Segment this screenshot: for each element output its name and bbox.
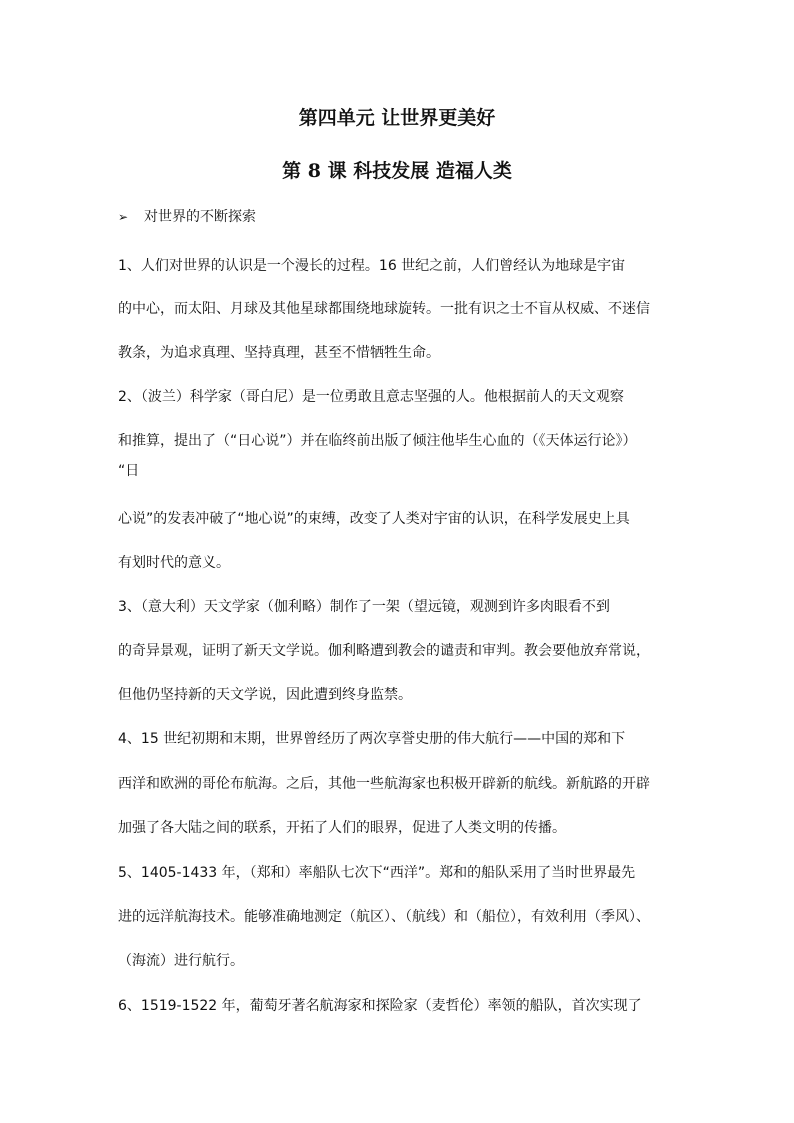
lesson-title: 第 8 课 科技发展 造福人类	[282, 160, 512, 182]
paragraph-line: 教条，为追求真理、坚持真理，甚至不惜牺牲生命。	[118, 345, 440, 361]
paragraph-line: 3、（意大利）天文学家（伽利略）制作了一架（望远镜，观测到许多肉眼看不到	[118, 599, 610, 615]
paragraph-line: 的中心，而太阳、月球及其他星球都围绕地球旋转。一批有识之士不盲从权威、不迷信	[118, 301, 650, 317]
section-title: 对世界的不断探索	[144, 209, 256, 225]
paragraph-line: 西洋和欧洲的哥伦布航海。之后，其他一些航海家也积极开辟新的航线。新航路的开辟	[118, 776, 650, 792]
section-heading	[118, 207, 256, 227]
paragraph-line: 加强了各大陆之间的联系，开拓了人们的眼界，促进了人类文明的传播。	[118, 820, 566, 836]
paragraph-line: 4、15 世纪初期和末期，世界曾经历了两次享誉史册的伟大航行——中国的郑和下	[118, 731, 626, 747]
paragraph-line: 的奇异景观，证明了新天文学说。伽利略遭到教会的谴责和审判。教会要他放弃常说，	[118, 643, 650, 659]
paragraph-line: 心说”的发表冲破了“地心说”的束缚，改变了人类对宇宙的认识，在科学发展史上具	[118, 511, 630, 527]
unit-title: 第四单元 让世界更美好	[298, 107, 496, 129]
paragraph-line: “日	[118, 463, 140, 479]
arrow-bullet-icon: ➢	[118, 210, 129, 224]
paragraph-line: 但他仍坚持新的天文学说，因此遭到终身监禁。	[118, 687, 412, 703]
paragraph-line: 2、（波兰）科学家（哥白尼）是一位勇敢且意志坚强的人。他根据前人的天文观察	[118, 389, 624, 405]
paragraph-line: （海流）进行航行。	[118, 953, 244, 969]
paragraph-line: 有划时代的意义。	[118, 555, 230, 571]
paragraph-line: 和推算，提出了（“日心说”）并在临终前出版了倾注他毕生心血的（《天体运行论》）	[118, 433, 637, 449]
paragraph-line: 进的远洋航海技术。能够准确地测定（航区）、（航线）和（船位），有效利用（季风）、	[118, 909, 650, 925]
paragraph-line: 6、1519-1522 年，葡萄牙著名航海家和探险家（麦哲伦）率领的船队，首次实现了	[118, 998, 642, 1014]
paragraph-line: 5、1405-1433 年，（郑和）率船队七次下“西洋”。郑和的船队采用了当时世界最先	[118, 865, 636, 881]
paragraph-line: 1、人们对世界的认识是一个漫长的过程。16 世纪之前，人们曾经认为地球是宇宙	[118, 258, 626, 274]
